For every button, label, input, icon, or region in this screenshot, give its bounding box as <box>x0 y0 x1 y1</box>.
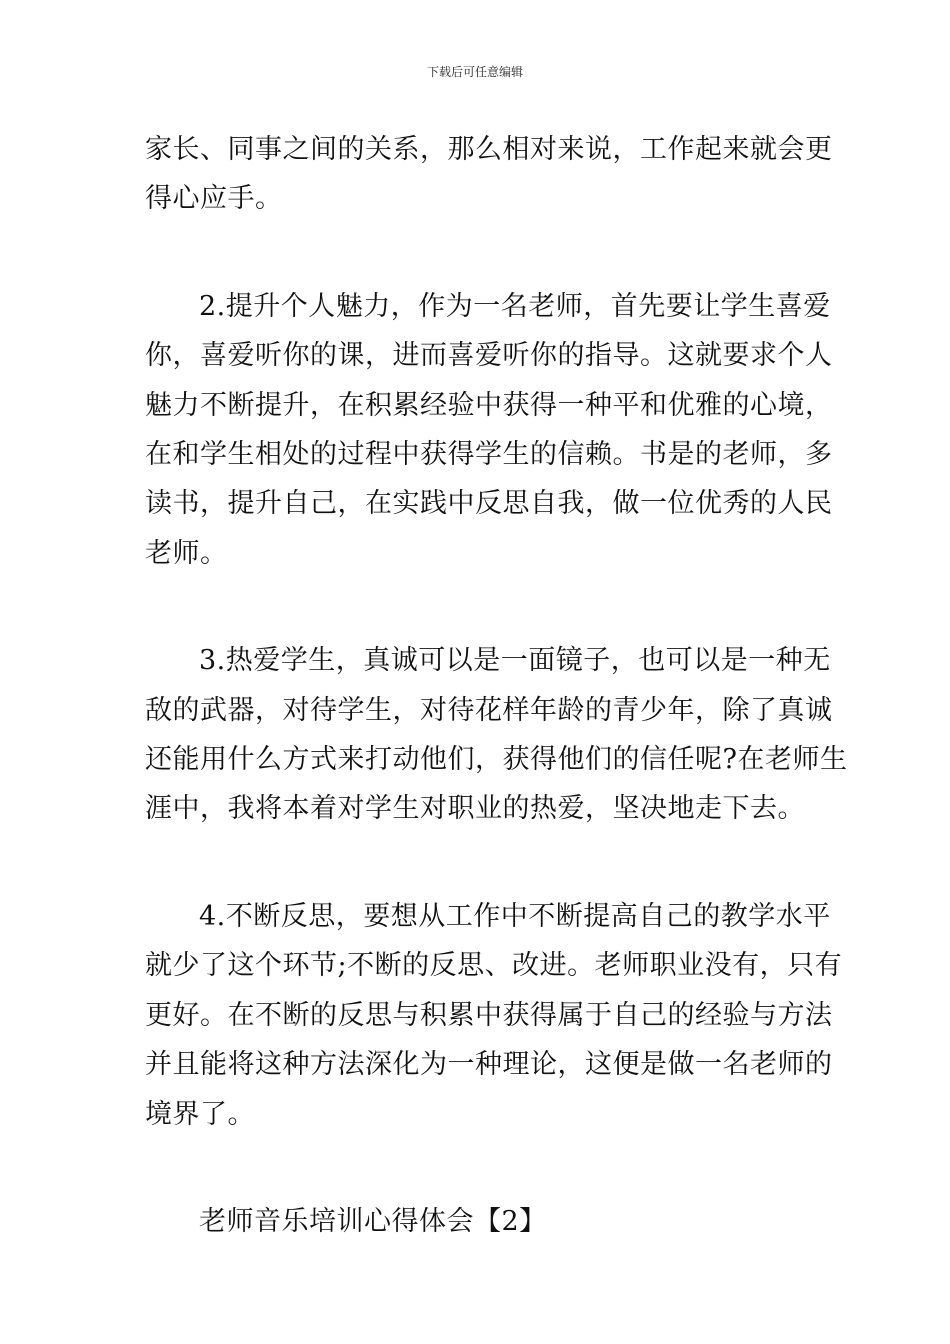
paragraph-line: 家长、同事之间的关系，那么相对来说，工作起来就会更 <box>145 134 833 165</box>
paragraph-line: 2.提升个人魅力，作为一名老师，首先要让学生喜爱 <box>199 290 831 322</box>
paragraph-line: 还能用什么方式来打动他们，获得他们的信任呢?在老师生 <box>145 744 848 776</box>
paragraph-line: 境界了。 <box>145 1098 255 1130</box>
paragraph-line: 读书，提升自己，在实践中反思自我，做一位优秀的人民 <box>145 488 833 520</box>
section-title: 老师音乐培训心得体会【2】 <box>199 1205 547 1237</box>
paragraph-line: 就少了这个环节;不断的反思、改进。老师职业没有，只有 <box>145 950 843 982</box>
paragraph-3 <box>145 636 848 834</box>
paragraph-1 <box>145 125 833 224</box>
paragraph-line: 更好。在不断的反思与积累中获得属于自己的经验与方法 <box>145 999 833 1031</box>
paragraph-line: 敌的武器，对待学生，对待花样年龄的青少年，除了真诚 <box>145 694 833 726</box>
paragraph-line: 老师。 <box>145 537 228 569</box>
paragraph-line: 得心应手。 <box>145 183 283 215</box>
paragraph-4 <box>145 892 843 1139</box>
paragraph-line: 4.不断反思，要想从工作中不断提高自己的教学水平 <box>199 900 831 932</box>
paragraph-2 <box>145 282 833 578</box>
document-body <box>145 125 848 1246</box>
paragraph-line: 在和学生相处的过程中获得学生的信赖。书是的老师，多 <box>145 439 833 471</box>
paragraph-line: 并且能将这种方法深化为一种理论，这便是做一名老师的 <box>145 1049 833 1081</box>
page-header: 下载后可任意编辑 <box>426 65 523 79</box>
paragraph-line: 涯中，我将本着对学生对职业的热爱，坚决地走下去。 <box>145 793 805 825</box>
paragraph-line: 魅力不断提升，在积累经验中获得一种平和优雅的心境， <box>145 389 833 421</box>
paragraph-line: 3.热爱学生，真诚可以是一面镜子，也可以是一种无 <box>199 645 831 677</box>
paragraph-line: 你，喜爱听你的课，进而喜爱听你的指导。这就要求个人 <box>145 340 833 372</box>
